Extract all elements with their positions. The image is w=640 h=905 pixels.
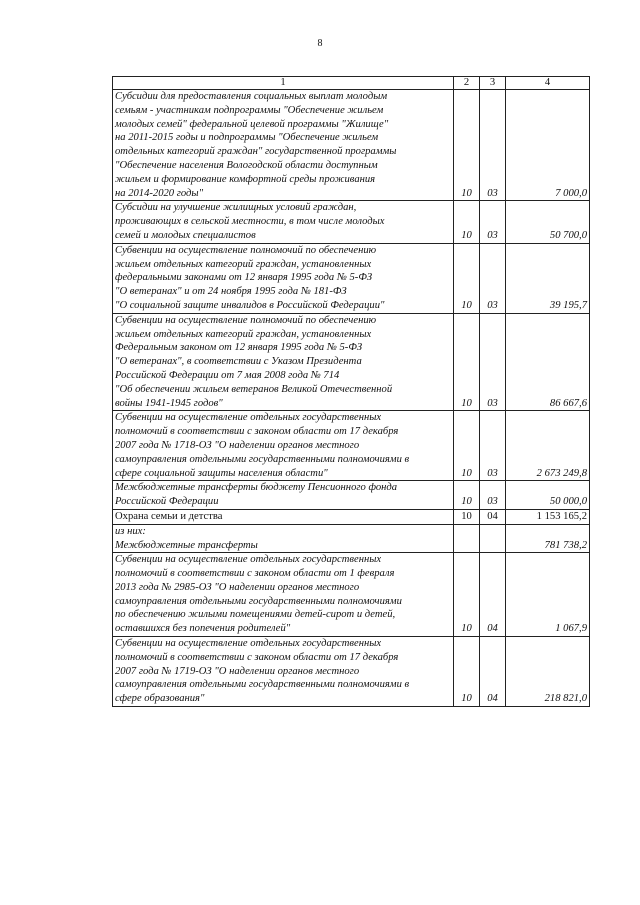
row-amount: 781 738,2 — [506, 524, 590, 553]
description-line: на 2011-2015 годы и подпрограммы "Обеспечение жильем — [115, 132, 379, 144]
row-section-code: 10 — [454, 90, 480, 201]
table-row — [113, 243, 590, 313]
description-line: самоуправления отдельными государственными полномочиями в — [115, 679, 410, 691]
table-header-row — [113, 77, 590, 90]
table-row — [113, 411, 590, 481]
description-line: по обеспечению жилыми помещениями детей-сирот и детей, — [115, 609, 396, 621]
description-line: 2013 года № 2985-ОЗ "О наделении органов местного — [115, 581, 360, 593]
row-section-code: 10 — [454, 553, 480, 637]
description-line: молодых семей" федеральной целевой программы "Жилище" — [115, 118, 389, 130]
header-col-1: 1 — [113, 77, 454, 90]
table-row — [113, 481, 590, 510]
description-line: сфере социальной защиты населения области" — [115, 467, 328, 479]
description-line: полномочий в соответствии с законом области от 1 февраля — [115, 568, 395, 580]
description-line: жильем и формирование комфортной среды проживания — [115, 173, 376, 185]
description-line: отдельных категорий граждан" государственной программы — [115, 146, 397, 158]
row-subsection-code: 04 — [480, 553, 506, 637]
description-line: самоуправления отдельными государственными полномочиями — [115, 595, 402, 607]
table-row — [113, 524, 590, 553]
row-description — [113, 637, 454, 707]
row-description — [113, 411, 454, 481]
description-line: "Об обеспечении жильем ветеранов Великой Отечественной — [115, 383, 393, 395]
description-line: Субвенции на осуществление полномочий по обеспечению — [115, 244, 377, 256]
description-line: самоуправления отдельными государственными полномочиями в — [115, 453, 410, 465]
description-line: полномочий в соответствии с законом области от 17 декабря — [115, 651, 399, 663]
row-section-code: 10 — [454, 313, 480, 411]
table-row — [113, 553, 590, 637]
description-line: Российской Федерации — [115, 496, 219, 508]
row-section-code: 10 — [454, 411, 480, 481]
row-description — [113, 201, 454, 243]
row-subsection-code: 03 — [480, 201, 506, 243]
description-line: Субвенции на осуществление отдельных государственных — [115, 554, 382, 566]
row-section-code: 10 — [454, 509, 480, 524]
row-subsection-code: 03 — [480, 481, 506, 510]
header-col-3: 3 — [480, 77, 506, 90]
header-col-4: 4 — [506, 77, 590, 90]
description-line: полномочий в соответствии с законом области от 17 декабря — [115, 426, 399, 438]
description-line: сфере образования" — [115, 693, 205, 705]
row-description — [113, 524, 454, 553]
description-line: Российской Федерации от 7 мая 2008 года № 714 — [115, 369, 340, 381]
description-line: оставшихся без попечения родителей" — [115, 623, 291, 635]
row-amount: 7 000,0 — [506, 90, 590, 201]
description-line: Межбюджетные трансферты бюджету Пенсионного фонда — [115, 482, 398, 494]
row-section-code: 10 — [454, 637, 480, 707]
row-section-code: 10 — [454, 481, 480, 510]
row-description — [113, 243, 454, 313]
row-subsection-code: 03 — [480, 313, 506, 411]
description-line: семьям - участникам подпрограммы "Обеспечение жильем — [115, 104, 384, 116]
row-amount: 86 667,6 — [506, 313, 590, 411]
table-row — [113, 201, 590, 243]
page-number: 8 — [317, 38, 323, 49]
description-line: Межбюджетные трансферты — [115, 539, 258, 551]
description-line: войны 1941-1945 годов" — [115, 397, 223, 409]
row-amount: 1 067,9 — [506, 553, 590, 637]
description-line: Субвенции на осуществление полномочий по обеспечению — [115, 314, 377, 326]
row-subsection-code: 03 — [480, 411, 506, 481]
row-description — [113, 509, 454, 524]
description-line: Субсидии для предоставления социальных выплат молодым — [115, 91, 388, 102]
row-amount: 50 000,0 — [506, 481, 590, 510]
row-section-code: 10 — [454, 201, 480, 243]
description-line: "О социальной защите инвалидов в Российской Федерации" — [115, 299, 385, 311]
description-line: "Обеспечение населения Вологодской области доступным — [115, 159, 378, 171]
description-line: "О ветеранах" и от 24 ноября 1995 года № 181-ФЗ — [115, 286, 347, 298]
table-row — [113, 90, 590, 201]
table-row — [113, 637, 590, 707]
description-line: из них: — [115, 525, 146, 537]
description-line: Охрана семьи и детства — [115, 510, 223, 522]
row-section-code: 10 — [454, 243, 480, 313]
row-description — [113, 90, 454, 201]
budget-table — [112, 76, 590, 707]
description-line: Субвенции на осуществление отдельных государственных — [115, 412, 382, 424]
description-line: федеральными законами от 12 января 1995 года № 5-ФЗ — [115, 272, 373, 284]
row-amount: 218 821,0 — [506, 637, 590, 707]
row-description — [113, 313, 454, 411]
row-amount: 39 195,7 — [506, 243, 590, 313]
row-description — [113, 553, 454, 637]
row-amount: 2 673 249,8 — [506, 411, 590, 481]
description-line: Федеральным законом от 12 января 1995 года № 5-ФЗ — [115, 342, 363, 354]
description-line: на 2014-2020 годы" — [115, 187, 204, 199]
row-subsection-code: 04 — [480, 637, 506, 707]
row-subsection-code: 03 — [480, 90, 506, 201]
description-line: "О ветеранах", в соответствии с Указом Президента — [115, 356, 362, 368]
description-line: семей и молодых специалистов — [115, 229, 256, 241]
description-line: Субсидии на улучшение жилищных условий граждан, — [115, 202, 357, 214]
row-subsection-code — [480, 524, 506, 553]
row-amount: 50 700,0 — [506, 201, 590, 243]
table-row — [113, 509, 590, 524]
row-description — [113, 481, 454, 510]
table-row — [113, 313, 590, 411]
header-col-2: 2 — [454, 77, 480, 90]
description-line: Субвенции на осуществление отдельных государственных — [115, 638, 382, 650]
row-subsection-code: 03 — [480, 243, 506, 313]
description-line: 2007 года № 1718-ОЗ "О наделении органов местного — [115, 439, 360, 451]
row-subsection-code: 04 — [480, 509, 506, 524]
description-line: жильем отдельных категорий граждан, установленных — [115, 328, 372, 340]
row-amount: 1 153 165,2 — [506, 509, 590, 524]
description-line: жильем отдельных категорий граждан, установленных — [115, 258, 372, 270]
description-line: 2007 года № 1719-ОЗ "О наделении органов местного — [115, 665, 360, 677]
description-line: проживающих в сельской местности, в том числе молодых — [115, 216, 385, 228]
row-section-code — [454, 524, 480, 553]
